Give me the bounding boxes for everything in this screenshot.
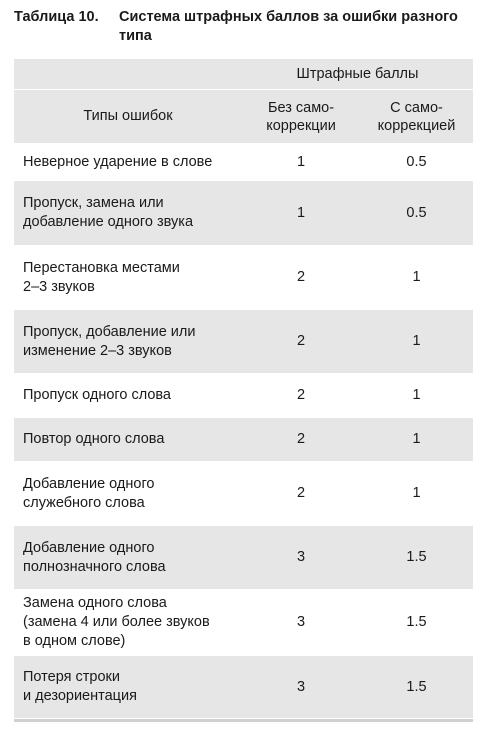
row-without-value: 3 [296,549,306,565]
row-with-value: 1 [412,485,421,501]
row-without-value: 2 [296,485,306,501]
row-error-type: Повтор одного слова [23,431,165,447]
row-with-value: 1 [412,269,421,285]
table-row [14,590,473,656]
row-without-value: 2 [296,387,306,403]
row-error-type: Неверное ударение в слове [23,153,213,170]
header-columns-row [14,90,473,144]
table-row [14,462,473,526]
header-with-selfcorrection: С само- коррекцией [377,99,456,134]
row-with-value: 1 [412,333,421,349]
row-error-type: Замена одного слова (замена 4 или более звуков в одном слове) [23,595,210,649]
row-error-type: Пропуск одного слова [23,387,171,403]
row-error-type: Добавление одного служебного слова [23,475,155,511]
row-error-type: Добавление одного полнозначного слова [23,539,166,575]
row-with-value: 1 [412,431,421,447]
row-with-value: 1.5 [406,549,427,565]
caption-number: Таблица 10. [14,9,99,25]
table-row [14,526,473,590]
table-row [14,246,473,310]
row-without-value: 2 [296,269,306,285]
header-group-row [14,59,473,90]
caption-title: Система штрафных баллов за ошибки разного типа [119,9,458,44]
row-with-value: 0.5 [406,204,427,221]
row-without-value: 2 [296,431,306,447]
header-without-selfcorrection: Без само- коррекции [266,99,336,134]
table-row [14,310,473,374]
row-error-type: Пропуск, добавление или изменение 2–3 звуков [23,323,196,359]
table-row [14,418,473,462]
row-with-value: 1.5 [406,678,427,695]
header-penalty-points: Штрафные баллы [296,66,419,82]
row-with-value: 0.5 [406,153,427,170]
row-error-type: Пропуск, замена или добавление одного звука [23,195,194,230]
table-row [14,181,473,246]
table-caption [14,8,484,46]
row-without-value: 1 [296,204,306,221]
row-without-value: 1 [296,153,306,170]
row-error-type: Потеря строки и дезориентация [23,669,137,704]
header-error-types: Типы ошибок [83,108,173,124]
table-bottom-rule [14,719,473,722]
row-with-value: 1.5 [406,614,427,630]
table-row [14,656,473,719]
row-error-type: Перестановка местами 2–3 звуков [23,259,180,295]
table-row [14,374,473,418]
row-without-value: 3 [296,678,306,695]
row-without-value: 3 [296,614,306,630]
row-without-value: 2 [296,333,306,349]
row-with-value: 1 [412,387,421,403]
penalty-table [14,59,473,722]
table-row [14,144,473,181]
